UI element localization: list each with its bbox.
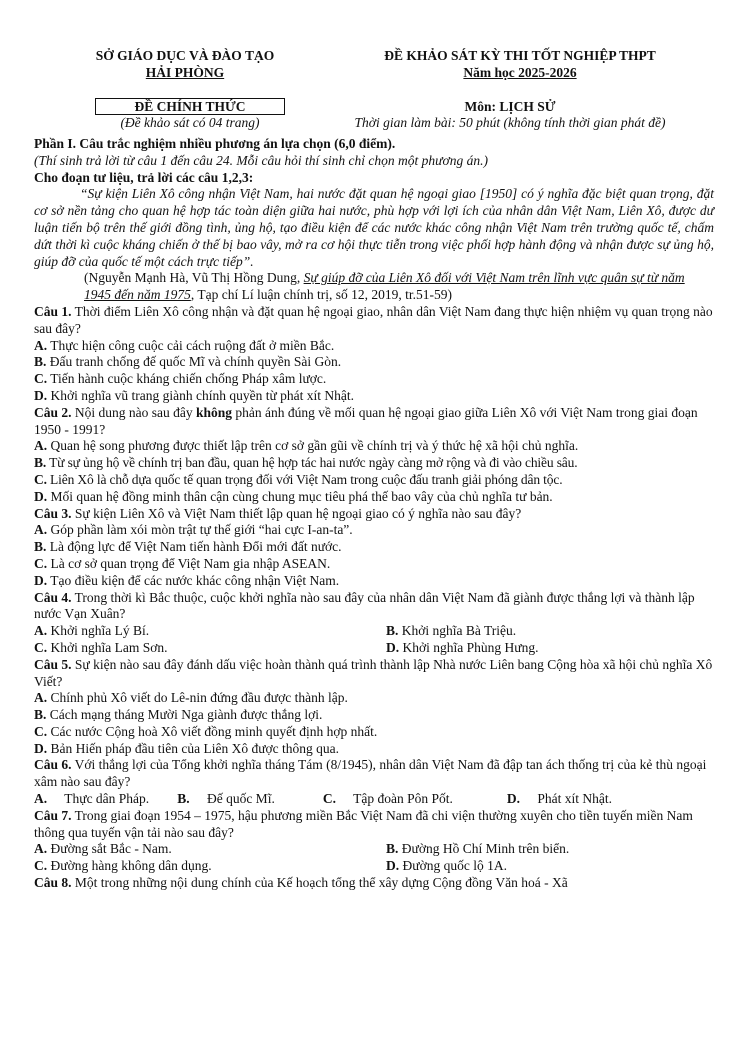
subject-title: Môn: LỊCH SỬ — [464, 99, 556, 114]
official-label: ĐỀ CHÍNH THỨC — [95, 98, 285, 115]
q2-option-c[interactable]: C. Liên Xô là chỗ dựa quốc tế quan trọng đối với Việt Nam trong cuộc đấu tranh giải phóng dân tộc. — [34, 471, 563, 487]
q5-option-c[interactable]: C. Các nước Cộng hoà Xô viết đồng minh quyết định hợp nhất. — [34, 723, 378, 739]
q4-option-a[interactable]: A. Khởi nghĩa Lý Bí. — [34, 623, 150, 639]
source-quote: “Sự kiện Liên Xô công nhận Việt Nam, hai nước đặt quan hệ ngoại giao [1950] có ý nghĩa đặc biệt quan trọng, đặt cơ sở nền tảng cho quan hệ hợp tác toàn diện giữa hai nước, phù hợp với lợi ích của nhân dân Việt Nam, Liên Xô, được dư luận tiến bộ trên thế giới đồng tình, ủng hộ, tạo điều kiện để các nước khác công nhận Việt Nam trên trường quốc tế, chấm dứt thời kì cuộc kháng chiến ở thế bị bao vây, mở ra cơ hội thực tiễn trong việc phối hợp hành động và nhận được sự ủng hộ, giúp đỡ của quốc tế một cách trực tiếp”. — [34, 186, 714, 269]
question-7: Câu 7. Trong giai đoạn 1954 – 1975, hậu phương miền Bắc Việt Nam đã chi viện thường xuyên cho tiền tuyến miền Nam thông qua tuyến vận tải nào sau đây? A. Đường sắt Bắc - Nam. B. Đường Hồ Chí Minh trên biển. C. Đường hàng không dân dụng. D. Đường quốc lộ 1A. — [34, 807, 693, 874]
q1-option-d[interactable]: D. Khởi nghĩa vũ trang giành chính quyền từ phát xít Nhật. — [34, 387, 355, 403]
q5-option-b[interactable]: B. Cách mạng tháng Mười Nga giành được thắng lợi. — [34, 707, 323, 723]
citation-title: Sự giúp đỡ của Liên Xô đối với Việt Nam trên lĩnh vực quân sự từ năm 1945 đến năm 1975 — [84, 270, 685, 303]
q1-option-b[interactable]: B. Đấu tranh chống đế quốc Mĩ và chính quyền Sài Gòn. — [34, 354, 342, 370]
question-6: Câu 6. Với thắng lợi của Tổng khởi nghĩa tháng Tám (8/1945), nhân dân Việt Nam đã đập tan ách thống trị của kẻ thù ngoại xâm nào sau đây? A. Thực dân Pháp. B. Đế quốc Mĩ. C. Tập đoàn Pôn Pốt. D. Phát xít Nhật. — [34, 757, 707, 807]
school-year: Năm học 2025-2026 — [463, 64, 577, 80]
q6-option-d[interactable]: D. Phát xít Nhật. — [506, 791, 612, 807]
header-right — [340, 48, 700, 82]
q4-option-c[interactable]: C. Khởi nghĩa Lam Sơn. — [34, 639, 168, 655]
city-name: HẢI PHÒNG — [145, 64, 225, 80]
question-8: Câu 8. Một trong những nội dung chính của Kế hoạch tổng thể xây dựng Cộng đồng Văn hoá - Xã — [34, 875, 568, 891]
q7-option-d[interactable]: D. Đường quốc lộ 1A. — [386, 858, 507, 874]
part-instruction: (Thí sinh trả lời từ câu 1 đến câu 24. Mỗi câu hỏi thí sinh chỉ chọn một phương án.) — [34, 152, 488, 168]
q4-option-b[interactable]: B. Khởi nghĩa Bà Triệu. — [386, 623, 517, 639]
q3-option-a[interactable]: A. Góp phần làm xói mòn trật tự thế giới “hai cực I-an-ta”. — [34, 522, 353, 538]
q3-option-c[interactable]: C. Là cơ sở quan trọng để Việt Nam gia nhập ASEAN. — [34, 555, 331, 571]
department-name: SỞ GIÁO DỤC VÀ ĐÀO TẠO — [95, 48, 275, 63]
question-3: Câu 3. Sự kiện Liên Xô và Việt Nam thiết lập quan hệ ngoại giao có ý nghĩa nào sau đây? A. Góp phần làm xói mòn trật tự thế giới “hai cực I-an-ta”. B. Là động lực để Việt Nam tiến hành Đổi mới đất nước. C. Là cơ sở quan trọng để Việt Nam gia nhập ASEAN. D. Tạo điều kiện để các nước khác công nhận Việt Nam. — [34, 506, 714, 590]
question-1: Câu 1. Thời điểm Liên Xô công nhận và đặt quan hệ ngoại giao, nhân dân Việt Nam đang thực hiện nhiệm vụ quan trọng nào sau đây? A. Thực hiện công cuộc cải cách ruộng đất ở miền Bắc. B. Đấu tranh chống đế quốc Mĩ và chính quyền Sài Gòn. C. Tiến hành cuộc kháng chiến chống Pháp xâm lược. D. Khởi nghĩa vũ trang giành chính quyền từ phát xít Nhật. — [34, 303, 713, 403]
exam-title: ĐỀ KHẢO SÁT KỲ THI TỐT NGHIỆP THPT — [384, 48, 656, 63]
q5-option-a[interactable]: A. Chính phủ Xô viết do Lê-nin đứng đầu được thành lập. — [34, 690, 348, 706]
q7-option-b[interactable]: B. Đường Hồ Chí Minh trên biển. — [386, 841, 570, 857]
q4-option-d[interactable]: D. Khởi nghĩa Phùng Hưng. — [386, 639, 539, 655]
question-5: Câu 5. Sự kiện nào sau đây đánh dấu việc hoàn thành quá trình thành lập Nhà nước Liên bang Cộng hòa xã hội chủ nghĩa Xô Viết? A. Chính phủ Xô viết do Lê-nin đứng đầu được thành lập. B. Cách mạng tháng Mười Nga giành được thắng lợi. C. Các nước Cộng hoà Xô viết đồng minh quyết định hợp nhất. D. Bản Hiến pháp đầu tiên của Liên Xô được thông qua. — [34, 656, 713, 756]
official-block — [95, 98, 285, 131]
time-note: Thời gian làm bài: 50 phút (không tính thời gian phát đề) — [354, 115, 666, 130]
q1-option-a[interactable]: A. Thực hiện công cuộc cải cách ruộng đất ở miền Bắc. — [34, 337, 335, 353]
header-left — [60, 48, 310, 82]
exam-body — [34, 136, 714, 892]
subject-block — [300, 99, 720, 131]
q6-option-c[interactable]: C. Tập đoàn Pôn Pốt. — [322, 791, 453, 807]
q1-option-c[interactable]: C. Tiến hành cuộc kháng chiến chống Pháp xâm lược. — [34, 371, 327, 387]
q7-option-c[interactable]: C. Đường hàng không dân dụng. — [34, 858, 212, 874]
source-citation: (Nguyễn Mạnh Hà, Vũ Thị Hồng Dung, Sự giúp đỡ của Liên Xô đối với Việt Nam trên lĩnh vực quân sự từ năm 1945 đến năm 1975, Tạp chí Lí luận chính trị, số 12, 2019, tr.51-59) — [84, 270, 685, 303]
q7-option-a[interactable]: A. Đường sắt Bắc - Nam. — [34, 841, 172, 857]
part-title: Phần I. Câu trắc nghiệm nhiều phương án lựa chọn (6,0 điểm). — [34, 136, 396, 151]
pages-note: (Đề khảo sát có 04 trang) — [120, 115, 260, 130]
question-2: Câu 2. Nội dung nào sau đây không phản ánh đúng về mối quan hệ ngoại giao giữa Liên Xô với Việt Nam trong giai đoạn 1950 - 1991? A. Quan hệ song phương được thiết lập trên cơ sở gần gũi về chính trị và ý thức hệ xã hội chủ nghĩa. B. Từ sự ủng hộ về chính trị ban đầu, quan hệ hợp tác hai nước ngày càng mở rộng và đi vào chiều sâu. C. Liên Xô là chỗ dựa quốc tế quan trọng đối với Việt Nam trong cuộc đấu tranh giải phóng dân tộc. D. Mối quan hệ đồng minh thân cận cùng chung mục tiêu phá thế bao vây của chủ nghĩa tư bản. — [34, 405, 714, 506]
question-4: Câu 4. Trong thời kì Bắc thuộc, cuộc khởi nghĩa nào sau đây của nhân dân Việt Nam đã giành được thắng lợi và thành lập nước Vạn Xuân? A. Khởi nghĩa Lý Bí. B. Khởi nghĩa Bà Triệu. C. Khởi nghĩa Lam Sơn. D. Khởi nghĩa Phùng Hưng. — [34, 589, 695, 655]
q2-option-a[interactable]: A. Quan hệ song phương được thiết lập trên cơ sở gần gũi về chính trị và ý thức hệ xã hội chủ nghĩa. — [34, 438, 579, 454]
q3-option-b[interactable]: B. Là động lực để Việt Nam tiến hành Đổi mới đất nước. — [34, 539, 342, 555]
q2-option-d[interactable]: D. Mối quan hệ đồng minh thân cận cùng chung mục tiêu phá thế bao vây của chủ nghĩa tư bản. — [34, 488, 553, 504]
q6-option-b[interactable]: B. Đế quốc Mĩ. — [177, 791, 275, 807]
q2-option-b[interactable]: B. Từ sự ủng hộ về chính trị ban đầu, quan hệ hợp tác hai nước ngày càng mở rộng và đi vào chiều sâu. — [34, 455, 578, 471]
negation-word: không — [196, 404, 233, 420]
q6-option-a[interactable]: A. Thực dân Pháp. — [34, 791, 150, 807]
q3-option-d[interactable]: D. Tạo điều kiện để các nước khác công nhận Việt Nam. — [34, 572, 340, 588]
source-intro: Cho đoạn tư liệu, trả lời các câu 1,2,3: — [34, 169, 254, 185]
q5-option-d[interactable]: D. Bản Hiến pháp đầu tiên của Liên Xô được thông qua. — [34, 740, 340, 756]
